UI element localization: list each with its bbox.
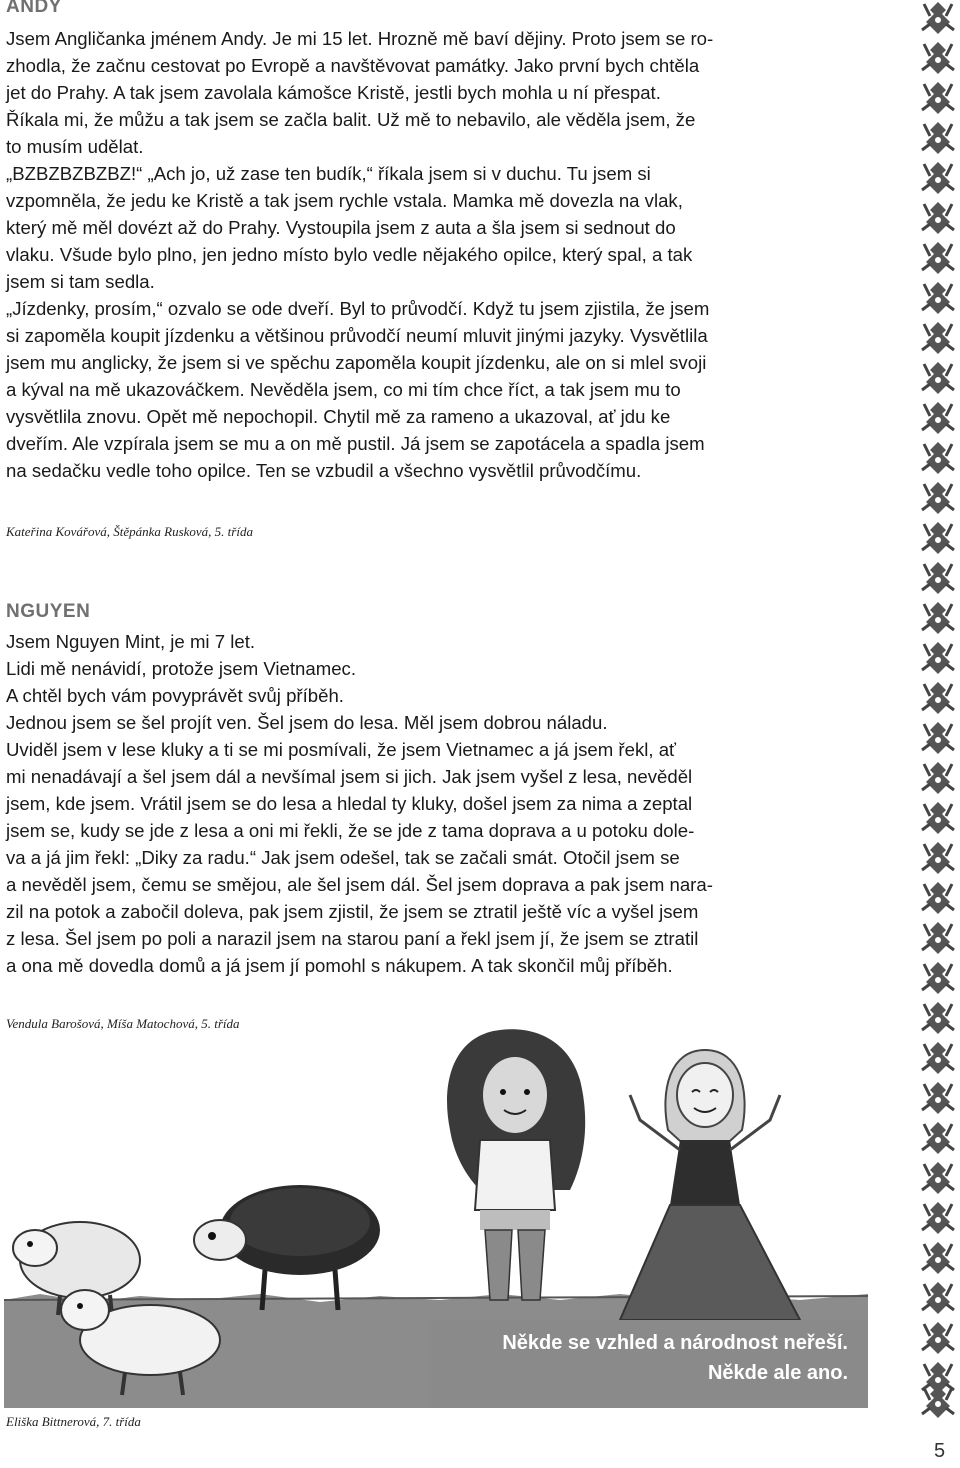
text-line: vzpomněla, že jedu ke Kristě a tak jsem rychle vstala. Mamka mě dovezla na vlak,: [6, 190, 683, 211]
illustration-credit: Eliška Bittnerová, 7. třída: [6, 1414, 141, 1429]
story-title-nguyen: NGUYEN: [6, 601, 91, 622]
text-line: jsem, kde jsem. Vrátil jsem se do lesa a hledal ty kluky, došel jsem za nima a zeptal: [6, 793, 693, 814]
sheep-black: [194, 1185, 380, 1310]
text-line: Lidi mě nenávidí, protože jsem Vietnamec.: [6, 658, 357, 679]
text-line: Říkala mi, že můžu a tak jsem se začla balit. Už mě to nebavilo, ale věděla jsem, že: [6, 109, 696, 130]
page-number: 5: [934, 1440, 946, 1462]
text-line: a nevěděl jsem, čemu se smějou, ale šel jsem dál. Šel jsem doprava a pak jsem nara-: [6, 874, 713, 895]
caption-line-1: Někde se vzhled a národnost neřeší.: [502, 1332, 848, 1354]
story-credit-nguyen: Vendula Barošová, Míša Matochová, 5. třída: [6, 1016, 240, 1031]
text-line: Jednou jsem se šel projít ven. Šel jsem do lesa. Měl jsem dobrou náladu.: [6, 712, 608, 733]
text-line: jet do Prahy. A tak jsem zavolala kámošce Kristě, jestli bych mohla u ní přespat.: [6, 82, 661, 103]
folk-ornament-border: [916, 0, 960, 1420]
story-credit-andy: Kateřina Kovářová, Štěpánka Rusková, 5. třída: [6, 524, 253, 539]
text-line: si zapoměla koupit jízdenku a většinou průvodčí neumí mluvit jinými jazyky. Vysvětlila: [6, 325, 708, 346]
text-line: dveřím. Ale vzpírala jsem se mu a on mě pustil. Já jsem se zapotácela a spadla jsem: [6, 433, 705, 454]
illustration-caption-box: [428, 1320, 868, 1408]
story-title-andy: ANDY: [6, 0, 62, 17]
text-line: mi nenadávají a šel jsem dál a nevšímal jsem si jich. Jak jsem vyšel z lesa, nevěděl: [6, 766, 693, 787]
text-line: zhodla, že začnu cestovat po Evropě a navštěvovat památky. Jako první bych chtěla: [6, 55, 700, 76]
story-text-nguyen: [6, 628, 868, 979]
text-line: Uviděl jsem v lese kluky a ti se mi posmívali, že jsem Vietnamec a já jsem řekl, ať: [6, 739, 677, 760]
girl-light-hair: [620, 1050, 800, 1320]
text-line: a kýval na mě ukazováčkem. Nevěděla jsem, co mi tím chce říct, a tak jsem mu to: [6, 379, 681, 400]
text-line: Jsem Nguyen Mint, je mi 7 let.: [6, 631, 256, 652]
text-line: „BZBZBZBZBZ!“ „Ach jo, už zase ten budík,“ říkala jsem si v duchu. Tu jsem si: [6, 163, 651, 184]
text-line: A chtěl bych vám povyprávět svůj příběh.: [6, 685, 344, 706]
text-line: Jsem Angličanka jménem Andy. Je mi 15 let. Hrozně mě baví dějiny. Proto jsem se ro-: [6, 28, 714, 49]
text-line: vlaku. Všude bylo plno, jen jedno místo bylo vedle nějakého opilce, který spal, a tak: [6, 244, 693, 265]
text-line: va a já jim řekl: „Diky za radu.“ Jak jsem odešel, tak se začali smát. Otočil jsem se: [6, 847, 680, 868]
text-line: to musím udělat.: [6, 136, 144, 157]
text-line: vysvětlila znovu. Opět mě nepochopil. Chytil mě za rameno a ukazoval, ať jdu ke: [6, 406, 671, 427]
text-line: z lesa. Šel jsem po poli a narazil jsem na starou paní a řekl jsem jí, že jsem se ztratil: [6, 928, 699, 949]
text-line: jsem se, kudy se jde z lesa a oni mi řekli, že se jde z tama doprava a u potoku dole-: [6, 820, 695, 841]
text-line: který mě měl dovézt až do Prahy. Vystoupila jsem z auta a šla jsem si sednout do: [6, 217, 676, 238]
text-line: a ona mě dovedla domů a já jsem jí pomohl s nákupem. A tak skončil můj příběh.: [6, 955, 673, 976]
text-line: „Jízdenky, prosím,“ ozvalo se ode dveří. Byl to průvodčí. Když tu jsem zjistila, že jsem: [6, 298, 710, 319]
caption-line-2: Někde ale ano.: [707, 1362, 848, 1384]
text-line: na sedačku vedle toho opilce. Ten se vzbudil a všechno vysvětlil průvodčímu.: [6, 460, 642, 481]
text-line: jsem si tam sedla.: [6, 271, 155, 292]
story-text-andy: [6, 25, 868, 484]
text-line: jsem mu anglicky, že jsem si ve spěchu zapoměla koupit jízdenku, ale on si mlel svoji: [6, 352, 707, 373]
text-line: zil na potok a zabočil doleva, pak jsem zjistil, že jsem se ztratil ještě víc a vyšel jsem: [6, 901, 699, 922]
girl-curly-hair: [447, 1029, 585, 1300]
